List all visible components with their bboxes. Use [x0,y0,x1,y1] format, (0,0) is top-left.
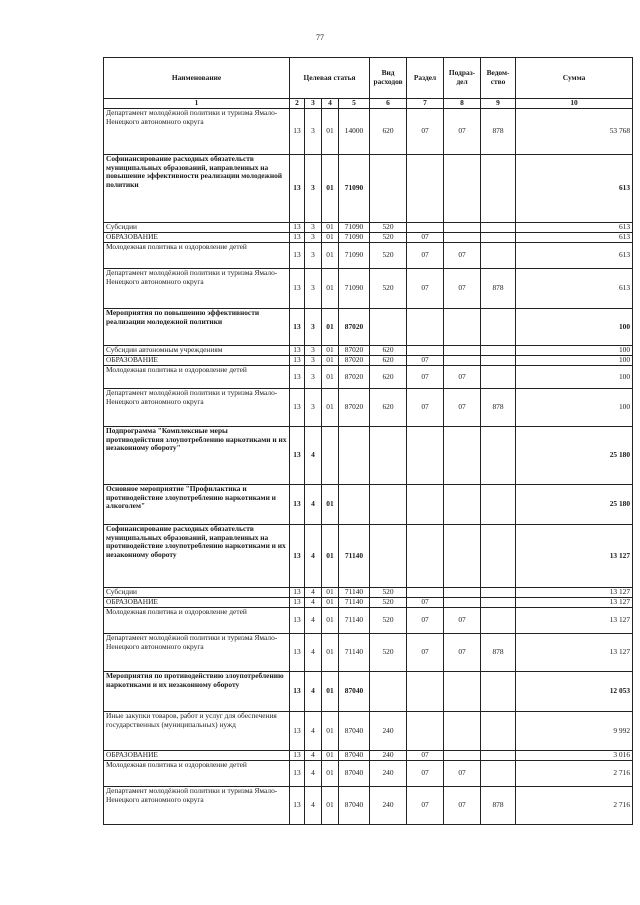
row-subsection [444,485,481,525]
row-name: ОБРАЗОВАНИЕ [104,751,290,761]
row-direction: 71140 [339,525,370,588]
row-department [481,751,516,761]
row-sum: 13 127 [516,525,633,588]
row-program: 13 [290,155,305,223]
row-department: 878 [481,389,516,427]
row-program: 13 [290,233,305,243]
row-subsection: 07 [444,608,481,634]
row-sum: 53 768 [516,109,633,155]
row-event: 01 [322,608,339,634]
row-event: 01 [322,389,339,427]
row-program: 13 [290,309,305,346]
table-row [104,525,633,588]
table-row [104,608,633,634]
row-expense-type: 520 [370,243,407,269]
col-number: 8 [444,99,481,109]
row-subsection [444,346,481,356]
row-subsection [444,598,481,608]
row-subsection [444,588,481,598]
row-program: 13 [290,269,305,309]
row-direction [339,427,370,485]
page-number: 77 [316,33,324,42]
row-subprogram: 3 [305,269,322,309]
row-direction: 71090 [339,243,370,269]
row-subsection: 07 [444,269,481,309]
row-subsection: 07 [444,366,481,389]
row-sum: 2 716 [516,761,633,787]
row-expense-type: 240 [370,787,407,825]
row-sum: 613 [516,155,633,223]
row-section: 07 [407,761,444,787]
row-section: 07 [407,608,444,634]
row-name: ОБРАЗОВАНИЕ [104,356,290,366]
row-department: 878 [481,787,516,825]
row-expense-type: 520 [370,598,407,608]
row-direction: 71140 [339,634,370,672]
row-event: 01 [322,598,339,608]
row-program: 13 [290,525,305,588]
row-sum: 25 180 [516,427,633,485]
row-direction: 87040 [339,672,370,712]
row-direction: 71140 [339,588,370,598]
row-subprogram: 4 [305,598,322,608]
row-department [481,427,516,485]
row-name: Основное мероприятие "Профилактика и противодействие злоупотреблению наркотиками и алкоголем" [104,485,290,525]
row-subprogram: 3 [305,366,322,389]
row-subprogram: 4 [305,608,322,634]
row-subsection: 07 [444,109,481,155]
row-subsection [444,427,481,485]
row-expense-type: 620 [370,109,407,155]
col-number: 7 [407,99,444,109]
row-subsection [444,751,481,761]
row-sum: 3 016 [516,751,633,761]
row-section [407,525,444,588]
row-program: 13 [290,787,305,825]
col-number: 6 [370,99,407,109]
row-department [481,588,516,598]
row-subsection [444,672,481,712]
table-row [104,366,633,389]
row-direction: 71090 [339,269,370,309]
row-sum: 100 [516,389,633,427]
row-section: 07 [407,634,444,672]
row-subprogram: 4 [305,672,322,712]
row-program: 13 [290,751,305,761]
row-department: 878 [481,109,516,155]
row-subsection [444,155,481,223]
row-direction: 87020 [339,366,370,389]
row-event: 01 [322,761,339,787]
row-expense-type: 520 [370,608,407,634]
row-program: 13 [290,389,305,427]
row-event: 01 [322,243,339,269]
row-direction: 71140 [339,608,370,634]
row-name: Молодежная политика и оздоровление детей [104,761,290,787]
row-sum: 100 [516,309,633,346]
row-department [481,309,516,346]
row-name: ОБРАЗОВАНИЕ [104,233,290,243]
row-program: 13 [290,634,305,672]
row-subprogram: 4 [305,751,322,761]
row-department [481,346,516,356]
row-expense-type: 520 [370,269,407,309]
row-subprogram: 3 [305,356,322,366]
row-name: Департамент молодёжной политики и туризма Ямало-Ненецкого автономного округа [104,787,290,825]
row-event [322,427,339,485]
table-row [104,672,633,712]
row-expense-type: 240 [370,712,407,751]
row-department [481,608,516,634]
row-program: 13 [290,485,305,525]
row-sum: 100 [516,346,633,356]
row-section: 07 [407,598,444,608]
row-expense-type: 620 [370,346,407,356]
table-row [104,223,633,233]
row-subprogram: 3 [305,233,322,243]
row-event: 01 [322,712,339,751]
row-name: Департамент молодёжной политики и туризма Ямало-Ненецкого автономного округа [104,269,290,309]
table-row [104,634,633,672]
row-name: Мероприятия по противодействию злоупотреблению наркотиками и их незаконному обороту [104,672,290,712]
row-event: 01 [322,233,339,243]
header-name: Наименование [104,58,290,99]
table-row [104,787,633,825]
row-name: Подпрограмма "Комплексные меры противодействия злоупотреблению наркотиками и их незаконному обороту" [104,427,290,485]
row-event: 01 [322,309,339,346]
budget-table [103,57,633,825]
row-program: 13 [290,608,305,634]
row-subsection [444,223,481,233]
row-section [407,427,444,485]
row-event: 01 [322,109,339,155]
row-event: 01 [322,751,339,761]
col-number: 2 [290,99,305,109]
row-department: 878 [481,634,516,672]
row-event: 01 [322,672,339,712]
row-program: 13 [290,672,305,712]
table-row [104,243,633,269]
row-section [407,672,444,712]
row-name: Софинансирование расходных обязательств муниципальных образований, направленных на противодействие злоупотреблению наркотиками и их незаконному обороту [104,525,290,588]
row-name: Молодежная политика и оздоровление детей [104,243,290,269]
row-program: 13 [290,109,305,155]
row-sum: 13 127 [516,588,633,598]
row-expense-type [370,525,407,588]
row-section: 07 [407,751,444,761]
table-row [104,485,633,525]
row-department [481,223,516,233]
row-direction: 87040 [339,712,370,751]
row-department [481,243,516,269]
row-section [407,155,444,223]
row-subprogram: 3 [305,309,322,346]
col-number: 3 [305,99,322,109]
row-subsection: 07 [444,634,481,672]
header-department: Ведом-ство [481,58,516,99]
row-name: Субсидии [104,223,290,233]
row-expense-type: 620 [370,389,407,427]
row-sum: 100 [516,356,633,366]
table-row [104,389,633,427]
row-name: Софинансирование расходных обязательств муниципальных образований, направленных на повышение эффективности реализации молодежной политики [104,155,290,223]
table-row [104,588,633,598]
table-row [104,761,633,787]
table-body [104,109,633,825]
row-program: 13 [290,243,305,269]
row-section [407,485,444,525]
row-sum: 13 127 [516,608,633,634]
row-event: 01 [322,155,339,223]
row-subprogram: 3 [305,109,322,155]
col-number: 4 [322,99,339,109]
row-sum: 13 127 [516,598,633,608]
row-direction: 71090 [339,233,370,243]
col-number: 1 [104,99,290,109]
table-row [104,712,633,751]
row-name: Иные закупки товаров, работ и услуг для обеспечения государственных (муниципальных) нужд [104,712,290,751]
row-department [481,155,516,223]
row-department [481,233,516,243]
row-sum: 2 716 [516,787,633,825]
table-row [104,751,633,761]
row-subsection [444,233,481,243]
table-row [104,269,633,309]
row-expense-type: 520 [370,223,407,233]
row-program: 13 [290,712,305,751]
row-program: 13 [290,366,305,389]
row-sum: 13 127 [516,634,633,672]
row-event: 01 [322,366,339,389]
row-event: 01 [322,223,339,233]
table-row [104,309,633,346]
row-direction: 14000 [339,109,370,155]
row-subsection: 07 [444,243,481,269]
row-event: 01 [322,346,339,356]
row-department [481,366,516,389]
row-subprogram: 4 [305,525,322,588]
row-sum: 613 [516,243,633,269]
row-program: 13 [290,223,305,233]
row-direction: 71090 [339,155,370,223]
row-name: Департамент молодёжной политики и туризма Ямало-Ненецкого автономного округа [104,634,290,672]
row-department [481,712,516,751]
row-section: 07 [407,109,444,155]
row-department [481,485,516,525]
row-expense-type [370,427,407,485]
table-row [104,427,633,485]
row-subsection: 07 [444,787,481,825]
row-subsection: 07 [444,761,481,787]
row-expense-type [370,672,407,712]
row-event: 01 [322,787,339,825]
row-expense-type: 240 [370,751,407,761]
row-sum: 100 [516,366,633,389]
row-name: Молодежная политика и оздоровление детей [104,608,290,634]
row-name: ОБРАЗОВАНИЕ [104,598,290,608]
row-subprogram: 3 [305,243,322,269]
row-event: 01 [322,525,339,588]
row-department [481,672,516,712]
row-subsection [444,525,481,588]
row-sum: 25 180 [516,485,633,525]
table-row [104,109,633,155]
row-department [481,356,516,366]
row-section [407,712,444,751]
row-event: 01 [322,634,339,672]
row-subprogram: 3 [305,223,322,233]
header-row [104,58,633,99]
row-expense-type [370,309,407,346]
row-subprogram: 3 [305,389,322,427]
table-row [104,233,633,243]
row-program: 13 [290,356,305,366]
row-section: 07 [407,356,444,366]
row-direction: 71090 [339,223,370,233]
row-subprogram: 3 [305,155,322,223]
row-direction [339,485,370,525]
column-number-row [104,99,633,109]
table-row [104,598,633,608]
row-section: 07 [407,233,444,243]
row-sum: 12 053 [516,672,633,712]
row-section: 07 [407,389,444,427]
row-department [481,598,516,608]
row-subsection [444,309,481,346]
row-subsection [444,356,481,366]
col-number: 9 [481,99,516,109]
col-number: 10 [516,99,633,109]
row-direction: 87040 [339,751,370,761]
row-direction: 87020 [339,356,370,366]
row-name: Молодежная политика и оздоровление детей [104,366,290,389]
row-direction: 87020 [339,346,370,356]
row-section [407,223,444,233]
row-direction: 71140 [339,598,370,608]
row-expense-type: 520 [370,634,407,672]
row-sum: 613 [516,233,633,243]
header-sum: Сумма [516,58,633,99]
row-subprogram: 4 [305,712,322,751]
row-expense-type [370,155,407,223]
header-target-article: Целевая статья [290,58,370,99]
row-section [407,588,444,598]
row-expense-type: 620 [370,356,407,366]
row-department [481,761,516,787]
col-number: 5 [339,99,370,109]
row-event: 01 [322,356,339,366]
row-direction: 87040 [339,761,370,787]
row-event: 01 [322,588,339,598]
row-name: Департамент молодёжной политики и туризма Ямало-Ненецкого автономного округа [104,109,290,155]
row-name: Мероприятия по повышению эффективности реализации молодежной политики [104,309,290,346]
row-subprogram: 4 [305,485,322,525]
row-direction: 87020 [339,309,370,346]
row-section: 07 [407,787,444,825]
row-expense-type: 240 [370,761,407,787]
row-name: Субсидии [104,588,290,598]
row-subprogram: 4 [305,427,322,485]
row-direction: 87040 [339,787,370,825]
row-section [407,346,444,356]
row-department [481,525,516,588]
table-row [104,155,633,223]
row-name: Субсидии автономным учреждениям [104,346,290,356]
row-subprogram: 3 [305,346,322,356]
header-subsection: Подраз-дел [444,58,481,99]
row-sum: 9 992 [516,712,633,751]
row-program: 13 [290,427,305,485]
row-expense-type: 520 [370,588,407,598]
table-row [104,356,633,366]
row-expense-type: 520 [370,233,407,243]
row-section [407,309,444,346]
row-subprogram: 4 [305,787,322,825]
row-event: 01 [322,269,339,309]
row-program: 13 [290,761,305,787]
row-name: Департамент молодёжной политики и туризма Ямало-Ненецкого автономного округа [104,389,290,427]
row-subsection: 07 [444,389,481,427]
row-subprogram: 4 [305,634,322,672]
row-sum: 613 [516,223,633,233]
row-section: 07 [407,269,444,309]
row-sum: 613 [516,269,633,309]
row-subprogram: 4 [305,588,322,598]
row-subprogram: 4 [305,761,322,787]
row-department: 878 [481,269,516,309]
row-section: 07 [407,366,444,389]
table-row [104,346,633,356]
row-subsection [444,712,481,751]
row-program: 13 [290,346,305,356]
header-section: Раздел [407,58,444,99]
row-program: 13 [290,588,305,598]
row-expense-type: 620 [370,366,407,389]
row-event: 01 [322,485,339,525]
row-expense-type [370,485,407,525]
row-section: 07 [407,243,444,269]
header-expense-type: Вид расходов [370,58,407,99]
row-direction: 87020 [339,389,370,427]
row-program: 13 [290,598,305,608]
